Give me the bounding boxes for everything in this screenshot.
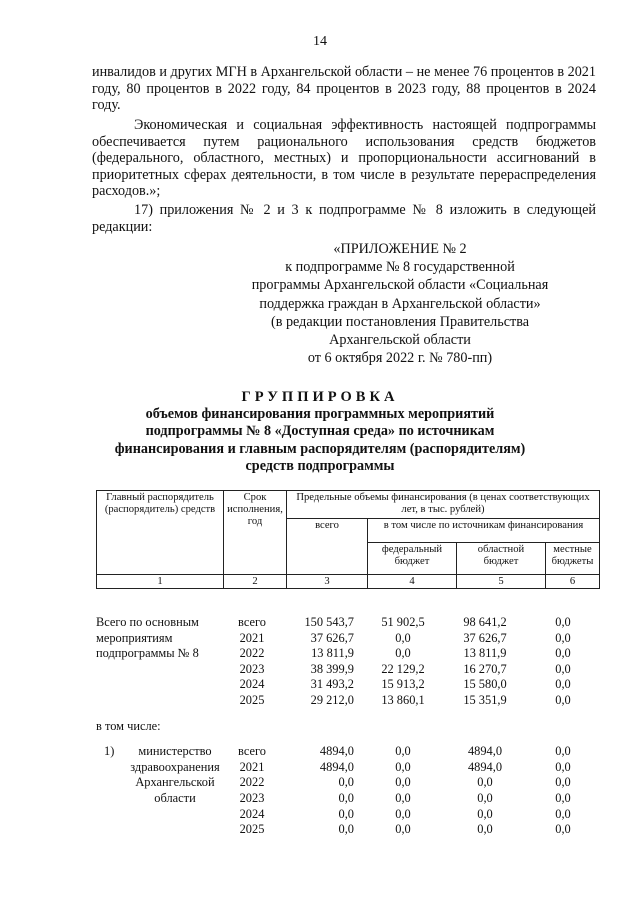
- cell-year: всего: [238, 744, 266, 759]
- cell-local: 0,0: [555, 692, 571, 707]
- including-label: в том числе:: [96, 718, 161, 733]
- paragraph-3: 17) приложения № 2 и 3 к подпрограмме № 8 изложить в следующей редакции:: [92, 202, 596, 235]
- page-number: 14: [313, 34, 327, 49]
- header-number: 3: [287, 575, 368, 589]
- header-number: 1: [97, 575, 224, 589]
- cell-year: 2023: [239, 661, 265, 676]
- cell-year: 2023: [239, 790, 265, 805]
- cell-total: 0,0: [338, 822, 354, 837]
- cell-regional: 0,0: [477, 775, 493, 790]
- cell-regional: 15 351,9: [463, 692, 507, 707]
- cell-local: 0,0: [555, 661, 571, 676]
- cell-total: 29 212,0: [310, 692, 354, 707]
- header-sources-group: в том числе по источникам финансирования: [368, 519, 600, 543]
- cell-regional: 0,0: [477, 822, 493, 837]
- appendix-line: программы Архангельской области «Социальная: [251, 277, 549, 294]
- document-subtitle: [80, 406, 560, 476]
- row-number: 1): [104, 744, 115, 759]
- header-col-local: местные бюджеты: [546, 543, 600, 575]
- cell-federal: 0,0: [395, 822, 411, 837]
- appendix-line: от 6 октября 2022 г. № 780-пп): [307, 350, 493, 367]
- cell-federal: 22 129,2: [381, 661, 425, 676]
- subtitle-line: подпрограммы № 8 «Доступная среда» по источникам: [145, 423, 495, 440]
- cell-total: 4894,0: [319, 744, 354, 759]
- cell-local: 0,0: [555, 790, 571, 805]
- cell-federal: 0,0: [395, 790, 411, 805]
- cell-federal: 15 913,2: [381, 677, 425, 692]
- cell-total: 37 626,7: [310, 630, 354, 645]
- table-row: [96, 744, 600, 760]
- cell-federal: 0,0: [395, 759, 411, 774]
- table-row: [96, 709, 600, 745]
- cell-total: 31 493,2: [310, 677, 354, 692]
- cell-regional: 16 270,7: [463, 661, 507, 676]
- cell-year: 2021: [239, 759, 265, 774]
- header-number: 2: [224, 575, 287, 589]
- cell-local: 0,0: [555, 630, 571, 645]
- cell-local: 0,0: [555, 646, 571, 661]
- cell-federal: 0,0: [395, 646, 411, 661]
- appendix-line: к подпрограмме № 8 государственной: [285, 259, 515, 276]
- header-col-regional: областной бюджет: [457, 543, 546, 575]
- appendix-caption: [240, 240, 560, 367]
- appendix-line: (в редакции постановления Правительства: [270, 313, 530, 330]
- appendix-line: Архангельской области: [329, 332, 471, 349]
- cell-year: 2025: [239, 822, 265, 837]
- header-number: 6: [546, 575, 600, 589]
- cell-year: 2024: [239, 806, 265, 821]
- cell-local: 0,0: [555, 759, 571, 774]
- cell-local: 0,0: [555, 806, 571, 821]
- cell-local: 0,0: [555, 775, 571, 790]
- cell-local: 0,0: [555, 744, 571, 759]
- cell-regional: 13 811,9: [463, 646, 507, 661]
- cell-regional: 4894,0: [467, 759, 503, 774]
- row-name: Всего по основным мероприятиям подпрограммы № 8: [96, 615, 199, 661]
- header-col-distributor: Главный распорядитель (распорядитель) средств: [97, 491, 224, 575]
- cell-regional: 4894,0: [467, 744, 503, 759]
- cell-regional: 15 580,0: [463, 677, 507, 692]
- cell-federal: 0,0: [395, 806, 411, 821]
- subtitle-line: объемов финансирования программных мероприятий: [145, 406, 495, 422]
- cell-total: 38 399,9: [310, 661, 354, 676]
- table-row: [96, 615, 600, 631]
- header-col-federal: федеральный бюджет: [368, 543, 457, 575]
- header-col-period: Срок исполнения, год: [224, 491, 287, 575]
- row-name: [96, 744, 224, 838]
- paragraph-2: Экономическая и социальная эффективность настоящей подпрограммы обеспечивается путем рационального использования средств бюджетов (федерального, областного, местных) и пропорциональности ассигнований в приоритетных сферах деятельности, в том числе в результате перераспределения расходов.»;: [92, 117, 596, 200]
- cell-total: 13 811,9: [311, 646, 354, 661]
- cell-total: 150 543,7: [304, 615, 354, 629]
- cell-federal: 0,0: [395, 630, 411, 645]
- cell-federal: 0,0: [395, 775, 411, 790]
- cell-total: 0,0: [338, 775, 354, 790]
- header-number: 4: [368, 575, 457, 589]
- document-title: ГРУППИРОВКА: [241, 389, 399, 405]
- cell-regional: 98 641,2: [463, 615, 507, 629]
- cell-year: всего: [238, 615, 266, 629]
- cell-year: 2022: [239, 775, 265, 790]
- cell-total: 0,0: [338, 790, 354, 805]
- cell-federal: 51 902,5: [381, 615, 425, 629]
- data-table: [96, 615, 600, 838]
- cell-total: 4894,0: [319, 759, 354, 774]
- cell-federal: 13 860,1: [381, 692, 425, 707]
- subtitle-line: финансирования и главным распорядителям (распорядителям): [114, 440, 526, 457]
- appendix-line: поддержка граждан в Архангельской области»: [259, 295, 541, 312]
- cell-local: 0,0: [555, 822, 571, 837]
- paragraph-1: инвалидов и других МГН в Архангельской области – не менее 76 процентов в 2021 году, 80 процентов в 2022 году, 84 процентов в 2023 году, 88 процентов в 2024 году.: [92, 64, 596, 114]
- cell-regional: 0,0: [477, 806, 493, 821]
- cell-year: 2025: [239, 692, 265, 707]
- cell-year: 2022: [239, 646, 265, 661]
- subtitle-line: средств подпрограммы: [245, 458, 395, 475]
- cell-local: 0,0: [555, 615, 571, 629]
- header-number: 5: [457, 575, 546, 589]
- row-name-text: министерство здравоохранения Архангельской области: [130, 744, 220, 805]
- header-col-total: всего: [287, 519, 368, 575]
- cell-year: 2021: [239, 630, 265, 645]
- appendix-line: «ПРИЛОЖЕНИЕ № 2: [333, 241, 467, 257]
- cell-federal: 0,0: [395, 744, 411, 759]
- cell-regional: 37 626,7: [463, 630, 507, 645]
- header-funding-group: Предельные объемы финансирования (в ценах соответствующих лет, в тыс. рублей): [287, 491, 600, 519]
- cell-regional: 0,0: [477, 790, 493, 805]
- cell-year: 2024: [239, 677, 265, 692]
- cell-local: 0,0: [555, 677, 571, 692]
- cell-total: 0,0: [338, 806, 354, 821]
- table-header: [96, 490, 600, 589]
